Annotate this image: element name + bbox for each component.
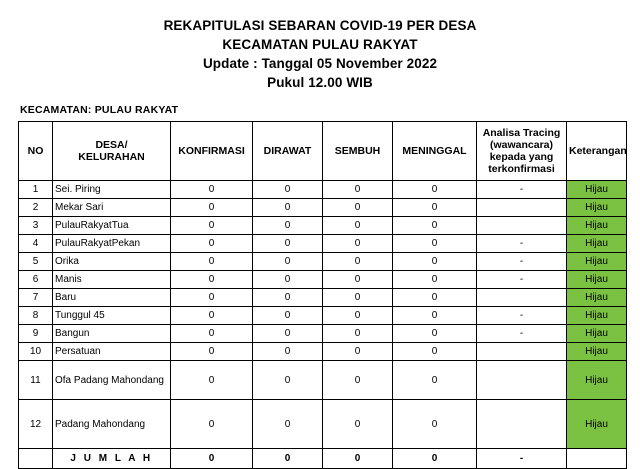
cell-sembuh: 0 bbox=[323, 235, 393, 253]
cell-analisa: - bbox=[477, 253, 567, 271]
title-line-4: Pukul 12.00 WIB bbox=[267, 75, 373, 90]
cell-desa: Baru bbox=[53, 289, 171, 307]
cell-desa: Ofa Padang Mahondang bbox=[53, 361, 171, 400]
col-header-dirawat: DIRAWAT bbox=[253, 122, 323, 181]
title-line-3: Update : Tanggal 05 November 2022 bbox=[202, 56, 438, 71]
cell-dirawat: 0 bbox=[253, 400, 323, 449]
cell-desa: PulauRakyatTua bbox=[53, 217, 171, 235]
cell-analisa: - bbox=[477, 271, 567, 289]
col-header-sembuh: SEMBUH bbox=[323, 122, 393, 181]
table-body bbox=[19, 181, 627, 469]
cell-total-label: J U M L A H bbox=[53, 449, 171, 469]
cell-meninggal: 0 bbox=[393, 400, 477, 449]
cell-konfirmasi: 0 bbox=[171, 400, 253, 449]
cell-no: 3 bbox=[19, 217, 53, 235]
cell-konfirmasi: 0 bbox=[171, 361, 253, 400]
col-header-analisa-line1: Analisa Tracing bbox=[482, 127, 561, 139]
cell-no: 5 bbox=[19, 253, 53, 271]
cell-desa: Bangun bbox=[53, 325, 171, 343]
cell-dirawat: 0 bbox=[253, 307, 323, 325]
cell-meninggal: 0 bbox=[393, 181, 477, 199]
col-header-no: NO bbox=[19, 122, 53, 181]
cell-sembuh: 0 bbox=[323, 271, 393, 289]
table-row bbox=[19, 217, 627, 235]
col-header-keterangan: Keterangan bbox=[567, 122, 627, 181]
table-row bbox=[19, 325, 627, 343]
cell-dirawat: 0 bbox=[253, 271, 323, 289]
cell-sembuh: 0 bbox=[323, 325, 393, 343]
cell-analisa: - bbox=[477, 181, 567, 199]
cell-analisa bbox=[477, 400, 567, 449]
status-badge: Hijau bbox=[567, 325, 627, 343]
cell-meninggal: 0 bbox=[393, 235, 477, 253]
cell-analisa bbox=[477, 199, 567, 217]
cell-konfirmasi: 0 bbox=[171, 343, 253, 361]
col-header-konfirmasi: KONFIRMASI bbox=[171, 122, 253, 181]
cell-sembuh: 0 bbox=[323, 181, 393, 199]
col-header-analisa-line2: (wawancara) bbox=[489, 139, 554, 151]
table-total-row bbox=[19, 449, 627, 469]
cell-analisa bbox=[477, 343, 567, 361]
cell-analisa: - bbox=[477, 307, 567, 325]
cell-meninggal: 0 bbox=[393, 271, 477, 289]
cell-total-keterangan bbox=[567, 449, 627, 469]
cell-dirawat: 0 bbox=[253, 325, 323, 343]
col-header-desa-line2: KELURAHAN bbox=[78, 151, 145, 163]
cell-total-meninggal: 0 bbox=[393, 449, 477, 469]
title-line-2: KECAMATAN PULAU RAKYAT bbox=[222, 37, 418, 52]
cell-dirawat: 0 bbox=[253, 199, 323, 217]
cell-no: 8 bbox=[19, 307, 53, 325]
table-header-row bbox=[19, 122, 627, 181]
cell-meninggal: 0 bbox=[393, 307, 477, 325]
cell-desa: Mekar Sari bbox=[53, 199, 171, 217]
cell-meninggal: 0 bbox=[393, 343, 477, 361]
status-badge: Hijau bbox=[567, 181, 627, 199]
cell-dirawat: 0 bbox=[253, 181, 323, 199]
table-row bbox=[19, 361, 627, 400]
cell-sembuh: 0 bbox=[323, 343, 393, 361]
table-row bbox=[19, 181, 627, 199]
status-badge: Hijau bbox=[567, 271, 627, 289]
cell-desa: Sei. Piring bbox=[53, 181, 171, 199]
col-header-analisa-tracing bbox=[477, 122, 567, 181]
cell-no: 10 bbox=[19, 343, 53, 361]
cell-sembuh: 0 bbox=[323, 253, 393, 271]
status-badge: Hijau bbox=[567, 217, 627, 235]
cell-meninggal: 0 bbox=[393, 325, 477, 343]
table-header bbox=[19, 122, 627, 181]
cell-desa: PulauRakyatPekan bbox=[53, 235, 171, 253]
col-header-desa-line1: DESA/ bbox=[95, 139, 128, 151]
table-row bbox=[19, 199, 627, 217]
cell-no: 1 bbox=[19, 181, 53, 199]
cell-meninggal: 0 bbox=[393, 361, 477, 400]
cell-konfirmasi: 0 bbox=[171, 325, 253, 343]
title-line-1: REKAPITULASI SEBARAN COVID-19 PER DESA bbox=[163, 18, 477, 33]
kecamatan-subtitle: KECAMATAN: PULAU RAKYAT bbox=[20, 104, 179, 116]
table-row bbox=[19, 307, 627, 325]
cell-no: 11 bbox=[19, 361, 53, 400]
status-badge: Hijau bbox=[567, 361, 627, 400]
status-badge: Hijau bbox=[567, 343, 627, 361]
cell-sembuh: 0 bbox=[323, 361, 393, 400]
cell-dirawat: 0 bbox=[253, 361, 323, 400]
cell-konfirmasi: 0 bbox=[171, 271, 253, 289]
cell-no: 9 bbox=[19, 325, 53, 343]
cell-meninggal: 0 bbox=[393, 199, 477, 217]
cell-sembuh: 0 bbox=[323, 217, 393, 235]
cell-meninggal: 0 bbox=[393, 253, 477, 271]
status-badge: Hijau bbox=[567, 199, 627, 217]
cell-dirawat: 0 bbox=[253, 289, 323, 307]
cell-konfirmasi: 0 bbox=[171, 289, 253, 307]
cell-dirawat: 0 bbox=[253, 235, 323, 253]
cell-analisa bbox=[477, 289, 567, 307]
cell-konfirmasi: 0 bbox=[171, 199, 253, 217]
cell-total-sembuh: 0 bbox=[323, 449, 393, 469]
cell-konfirmasi: 0 bbox=[171, 181, 253, 199]
cell-dirawat: 0 bbox=[253, 343, 323, 361]
table-row bbox=[19, 271, 627, 289]
cell-meninggal: 0 bbox=[393, 217, 477, 235]
table-row bbox=[19, 400, 627, 449]
cell-no: 6 bbox=[19, 271, 53, 289]
cell-dirawat: 0 bbox=[253, 253, 323, 271]
cell-total-no bbox=[19, 449, 53, 469]
covid-recap-table bbox=[18, 121, 627, 469]
cell-sembuh: 0 bbox=[323, 400, 393, 449]
col-header-desa bbox=[53, 122, 171, 181]
cell-analisa bbox=[477, 217, 567, 235]
cell-total-konfirmasi: 0 bbox=[171, 449, 253, 469]
cell-no: 2 bbox=[19, 199, 53, 217]
cell-analisa: - bbox=[477, 325, 567, 343]
table-row bbox=[19, 289, 627, 307]
cell-dirawat: 0 bbox=[253, 217, 323, 235]
cell-desa: Padang Mahondang bbox=[53, 400, 171, 449]
table-row bbox=[19, 343, 627, 361]
cell-konfirmasi: 0 bbox=[171, 253, 253, 271]
cell-total-dirawat: 0 bbox=[253, 449, 323, 469]
status-badge: Hijau bbox=[567, 253, 627, 271]
cell-konfirmasi: 0 bbox=[171, 235, 253, 253]
cell-no: 12 bbox=[19, 400, 53, 449]
col-header-analisa-line3: kepada yang bbox=[489, 151, 554, 163]
cell-total-analisa: - bbox=[477, 449, 567, 469]
cell-konfirmasi: 0 bbox=[171, 307, 253, 325]
cell-desa: Orika bbox=[53, 253, 171, 271]
status-badge: Hijau bbox=[567, 307, 627, 325]
table-row bbox=[19, 253, 627, 271]
cell-desa: Tunggul 45 bbox=[53, 307, 171, 325]
cell-sembuh: 0 bbox=[323, 307, 393, 325]
status-badge: Hijau bbox=[567, 400, 627, 449]
status-badge: Hijau bbox=[567, 289, 627, 307]
cell-analisa bbox=[477, 361, 567, 400]
col-header-analisa-line4: terkonfirmasi bbox=[488, 163, 555, 175]
cell-sembuh: 0 bbox=[323, 199, 393, 217]
table-row bbox=[19, 235, 627, 253]
cell-no: 7 bbox=[19, 289, 53, 307]
cell-analisa: - bbox=[477, 235, 567, 253]
cell-sembuh: 0 bbox=[323, 289, 393, 307]
document-title-block bbox=[18, 16, 622, 92]
cell-desa: Manis bbox=[53, 271, 171, 289]
cell-meninggal: 0 bbox=[393, 289, 477, 307]
cell-konfirmasi: 0 bbox=[171, 217, 253, 235]
cell-desa: Persatuan bbox=[53, 343, 171, 361]
status-badge: Hijau bbox=[567, 235, 627, 253]
cell-no: 4 bbox=[19, 235, 53, 253]
col-header-meninggal: MENINGGAL bbox=[393, 122, 477, 181]
